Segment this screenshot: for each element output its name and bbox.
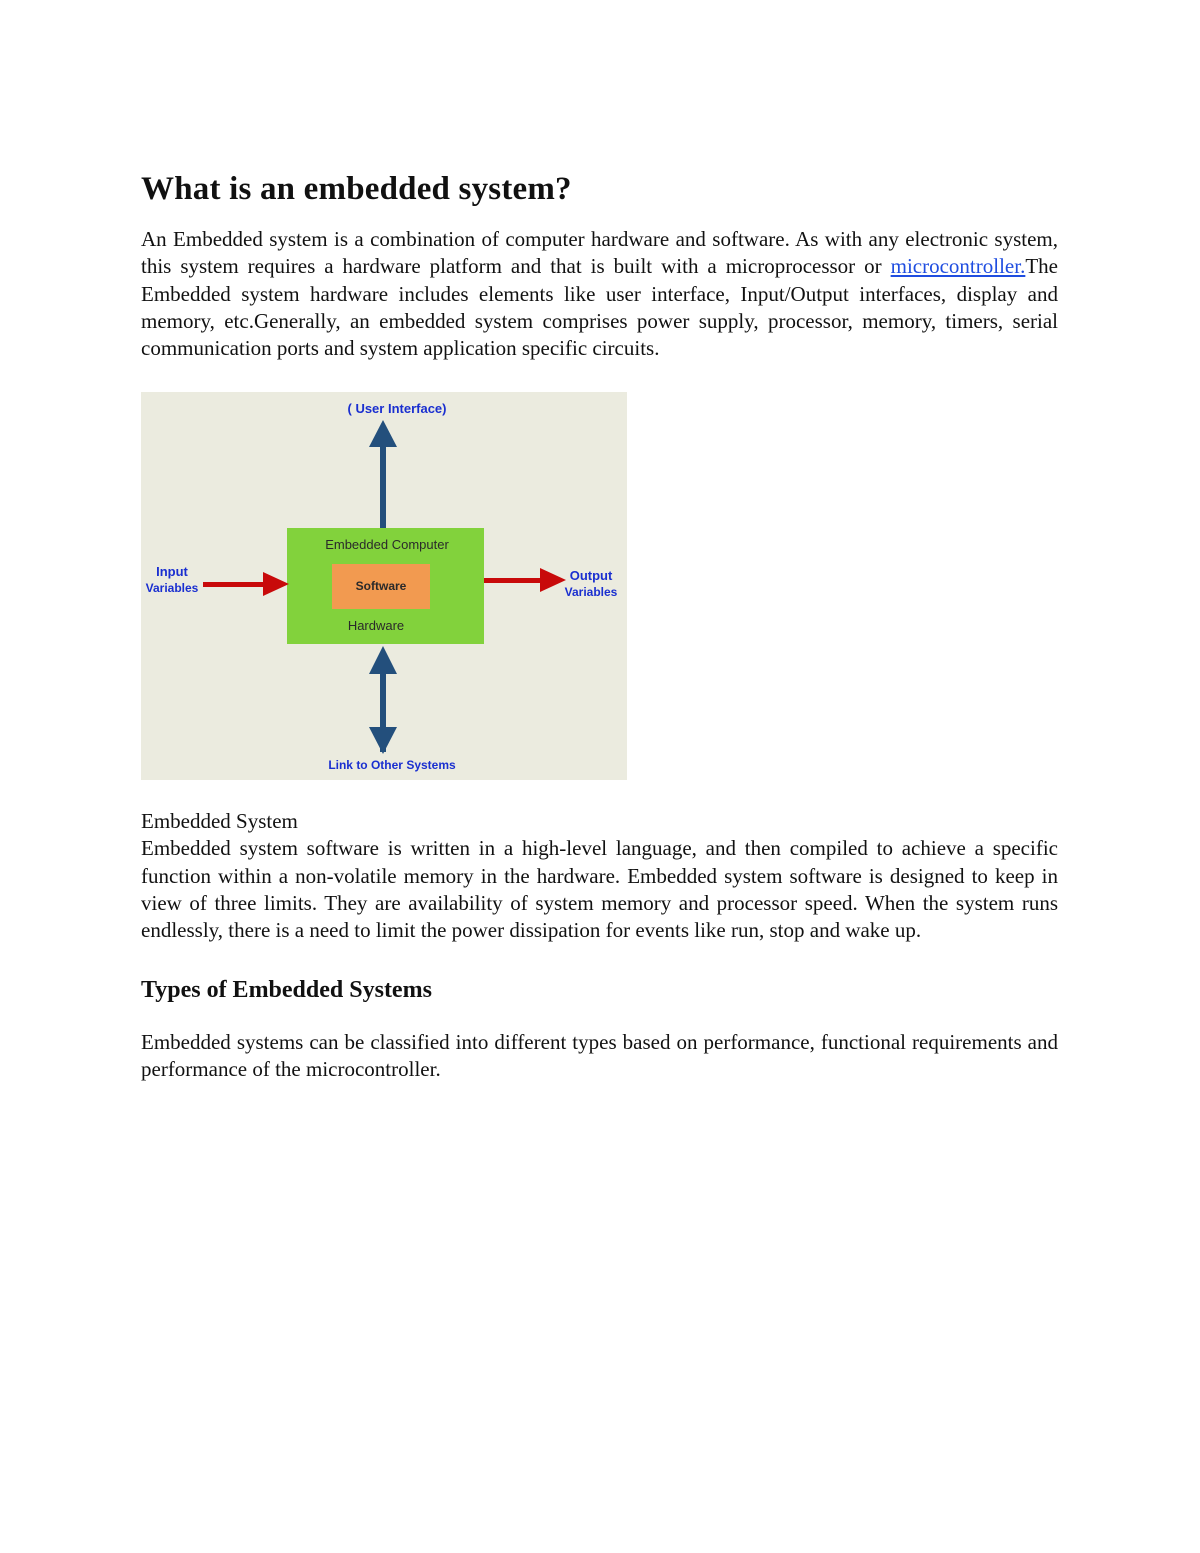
software-label: Software [355, 579, 407, 594]
types-paragraph: Embedded systems can be classified into different types based on performance, functional requirements and performance of the microcontroller. [141, 1029, 1058, 1081]
diagram-caption: Embedded System [141, 809, 298, 834]
intro-paragraph [141, 226, 1058, 362]
section-heading: Types of Embedded Systems [141, 976, 432, 1003]
diagram-svg [141, 392, 627, 780]
document-page [141, 168, 1058, 1083]
embedded-system-diagram [141, 392, 627, 780]
link-other-systems-label: Link to Other Systems [328, 758, 456, 773]
software-paragraph: Embedded system software is written in a high-level language, and then compiled to achieve a specific function within a non-volatile memory in the hardware. Embedded system software is designed to keep in view of three limits. They are availability of system memory and processor speed. When the system runs endlessly, there is a need to limit the power dissipation for events like run, stop and wake up. [141, 836, 1058, 943]
input-label-line1: Input [156, 564, 188, 580]
embedded-computer-label: Embedded Computer [325, 537, 449, 553]
output-label-line1: Output [569, 568, 613, 584]
user-interface-label: ( User Interface) [347, 401, 447, 417]
page-title: What is an embedded system? [141, 171, 572, 207]
hardware-label: Hardware [347, 618, 405, 634]
output-label-line2: Variables [564, 585, 618, 600]
intro-text-start: An Embedded system is a combination of computer hardware and software. As with any electronic system, this system requires a hardware platform and that is built with a microprocessor or [141, 227, 1058, 279]
intro-text-end: The Embedded system hardware includes elements like user interface, Input/Output interfaces, display and memory, etc.Generally, an embedded system comprises power supply, processor, memory, timers, serial communication ports and system application specific circuits. [141, 254, 1058, 361]
microcontroller-link[interactable]: microcontroller. [890, 254, 1026, 279]
input-label-line2: Variables [145, 581, 199, 596]
